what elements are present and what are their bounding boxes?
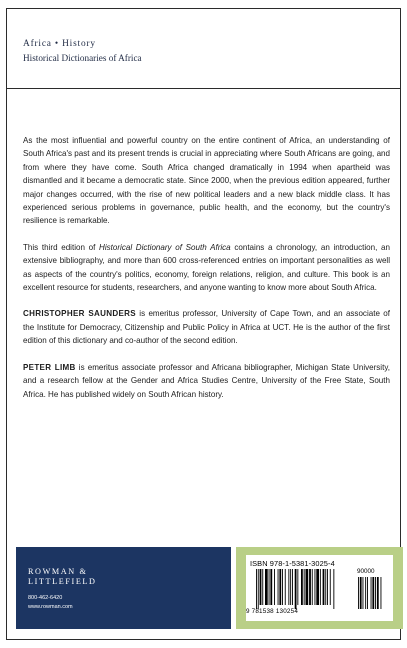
- author-text-1: is emeritus professor, University of Cape Town, and an associate of the Institute for Democracy, Citizenship and Public Policy in Africa at UCT. He is the author of the first edition of this dictionary and co-author of the second edition.: [23, 309, 390, 346]
- barcode-bar: [316, 569, 319, 605]
- barcode-bar: [260, 569, 262, 605]
- barcode-bar: [301, 569, 303, 605]
- barcode-bar: [290, 569, 291, 605]
- series-category: Africa • History: [23, 39, 96, 49]
- description-paragraph-2: [23, 241, 390, 295]
- publisher-logo: [28, 567, 97, 587]
- series-header-box: [7, 9, 400, 89]
- barcode-bar: [315, 569, 316, 605]
- barcode-addon-bar: [377, 577, 379, 609]
- author-bio-1: [23, 307, 390, 347]
- book-title: Historical Dictionary of South Africa: [99, 242, 231, 252]
- author-name-1: CHRISTOPHER SAUNDERS: [23, 309, 136, 319]
- barcode-bar: [320, 569, 321, 605]
- ean-barcode-icon: [254, 569, 389, 609]
- barcode-bar: [306, 569, 309, 605]
- barcode-bar: [282, 569, 283, 605]
- barcode-bar: [333, 569, 334, 609]
- barcode-bar: [269, 569, 270, 605]
- ean-digits: 9 781538 130254: [246, 608, 299, 615]
- barcode-addon-bar: [365, 577, 366, 609]
- barcode-addon-bar: [381, 577, 382, 609]
- para2-rest: contains a chronology, an introduction, an extensive bibliography, and more than 600 cross-referenced entries on important personalities as well as aspects of the country's politics, economy, foreign relations, religion, and culture. This book is an excellent resource for students, researchers, and anyone wanting to know more about South Africa.: [23, 242, 390, 293]
- barcode-bar: [309, 569, 311, 605]
- author-name-2: PETER LIMB: [23, 362, 76, 372]
- barcode-addon-bar: [360, 577, 362, 609]
- publisher-phone: 800-462-6420: [28, 595, 63, 601]
- barcode-bar: [256, 569, 257, 609]
- description-paragraph-1: As the most influential and powerful country on the entire continent of Africa, an understanding of South Africa's past and its present trends is crucial in appreciating where South Africans are going, and from where they have come. South Africa changed dramatically in 1994 when apartheid was dismantled and it became a democratic state. Since 2000, when the previous edition appeared, further major changes occurred, with the rise of new political leaders and a new black middle class. It has experienced serious problems in governance, public health, and the economy, but the country's resilience is remarkable.: [23, 136, 390, 226]
- barcode-bar: [330, 569, 331, 605]
- barcode-label: [246, 555, 393, 621]
- back-cover-frame: [6, 8, 401, 640]
- para2-intro: This third edition of: [23, 242, 100, 252]
- publisher-website: www.rowman.com: [28, 604, 73, 610]
- barcode-bar: [325, 569, 326, 605]
- barcode-addon-bar: [375, 577, 376, 609]
- barcode-bar: [285, 569, 286, 605]
- barcode-addon-bar: [371, 577, 372, 609]
- barcode-addon-bar: [372, 577, 374, 609]
- barcode-addon-bar: [358, 577, 359, 609]
- barcode-bar: [304, 569, 305, 605]
- barcode-bar: [265, 569, 268, 605]
- author-bio-2: [23, 361, 390, 401]
- barcode-addon-bar: [367, 577, 368, 609]
- barcode-bar: [270, 569, 272, 605]
- price-addon-digits: 90000: [357, 568, 375, 575]
- barcode-bar: [297, 569, 298, 605]
- barcode-addon-bar: [363, 577, 364, 609]
- barcode-bar: [295, 569, 297, 609]
- barcode-bar: [279, 569, 281, 605]
- series-name: Historical Dictionaries of Africa: [23, 53, 142, 63]
- description-block: [23, 134, 390, 401]
- barcode-bar: [288, 569, 289, 605]
- barcode-bar: [327, 569, 328, 605]
- barcode-bar: [262, 569, 263, 605]
- barcode-bar: [292, 569, 293, 605]
- barcode-bar: [312, 569, 313, 605]
- publisher-name-line2: LITTLEFIELD: [28, 577, 97, 586]
- isbn-text: ISBN 978-1-5381-3025-4: [250, 559, 335, 568]
- barcode-bar: [274, 569, 275, 605]
- publisher-box: [16, 547, 231, 629]
- author-text-2: is emeritus associate professor and Africana bibliographer, Michigan State University, and a research fellow at the Gender and Africa Studies Centre, University of the Free State, South Africa. He has published widely on South African history.: [23, 362, 390, 399]
- publisher-name-line1: ROWMAN &: [28, 567, 88, 576]
- barcode-panel: [236, 547, 403, 629]
- barcode-bar: [278, 569, 279, 605]
- barcode-bar: [258, 569, 259, 609]
- barcode-bar: [323, 569, 325, 605]
